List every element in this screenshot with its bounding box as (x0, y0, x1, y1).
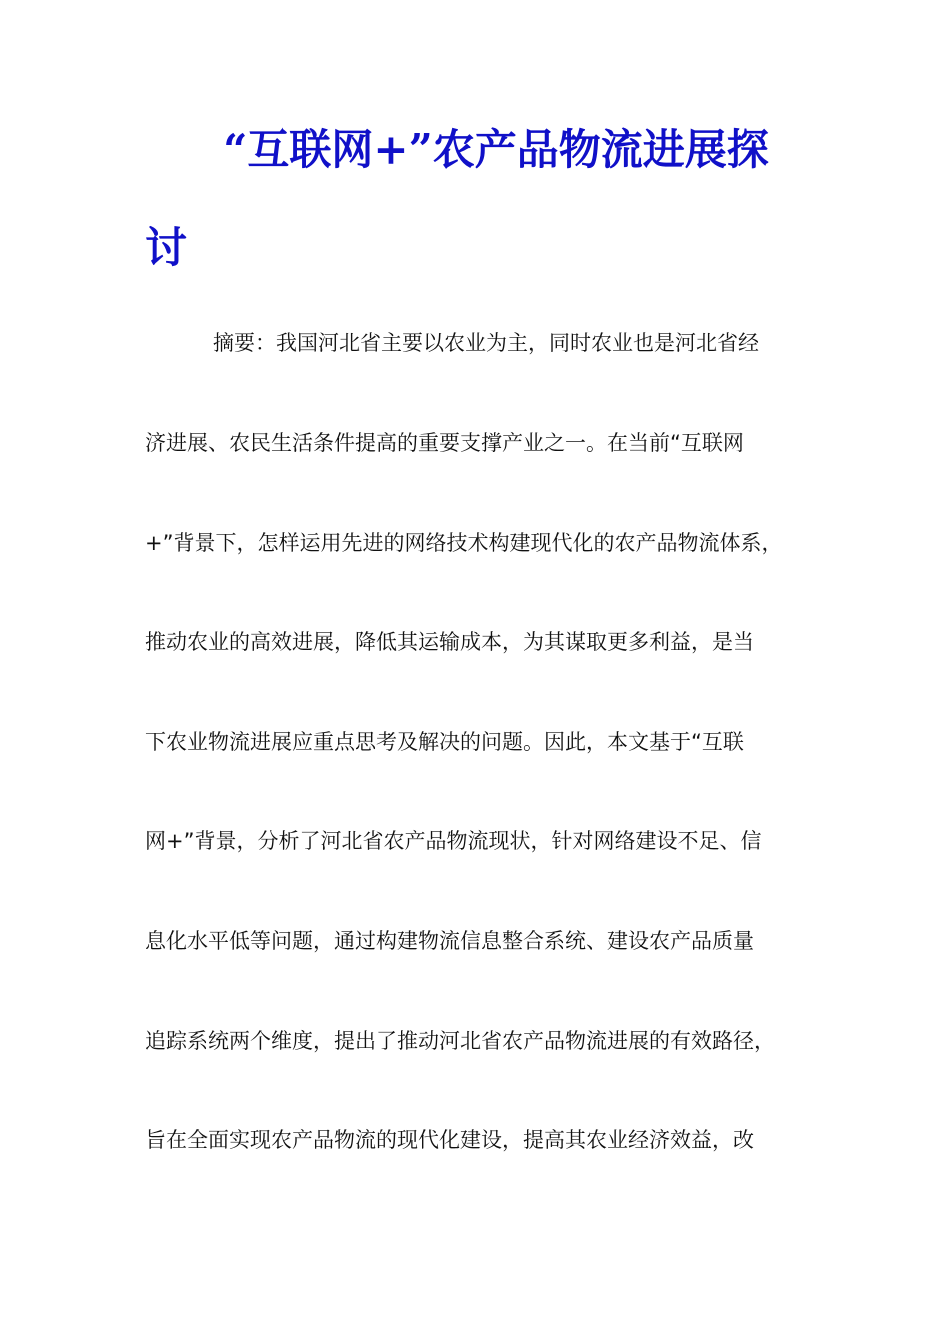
document-title-line-1: “互联网+”农产品物流进展探 (223, 125, 769, 174)
abstract-line-7: 息化水平低等问题，通过构建物流信息整合系统、建设农产品质量 (145, 929, 754, 953)
abstract-line-6: 网+”背景，分析了河北省农产品物流现状，针对网络建设不足、信 (145, 829, 762, 853)
abstract-line-9: 旨在全面实现农产品物流的现代化建设，提高其农业经济效益，改 (145, 1128, 754, 1152)
abstract-line-2: 济进展、农民生活条件提高的重要支撑产业之一。在当前“互联网 (145, 431, 744, 455)
abstract-line-3: +”背景下，怎样运用先进的网络技术构建现代化的农产品物流体系， (145, 531, 783, 555)
abstract-line-5: 下农业物流进展应重点思考及解决的问题。因此，本文基于“互联 (145, 730, 744, 754)
document-title-line-2: 讨 (145, 223, 188, 272)
abstract-line-8: 追踪系统两个维度，提出了推动河北省农产品物流进展的有效路径， (145, 1029, 775, 1053)
abstract-line-1: 摘要：我国河北省主要以农业为主，同时农业也是河北省经 (213, 331, 759, 355)
abstract-line-4: 推动农业的高效进展，降低其运输成本，为其谋取更多利益，是当 (145, 630, 754, 654)
